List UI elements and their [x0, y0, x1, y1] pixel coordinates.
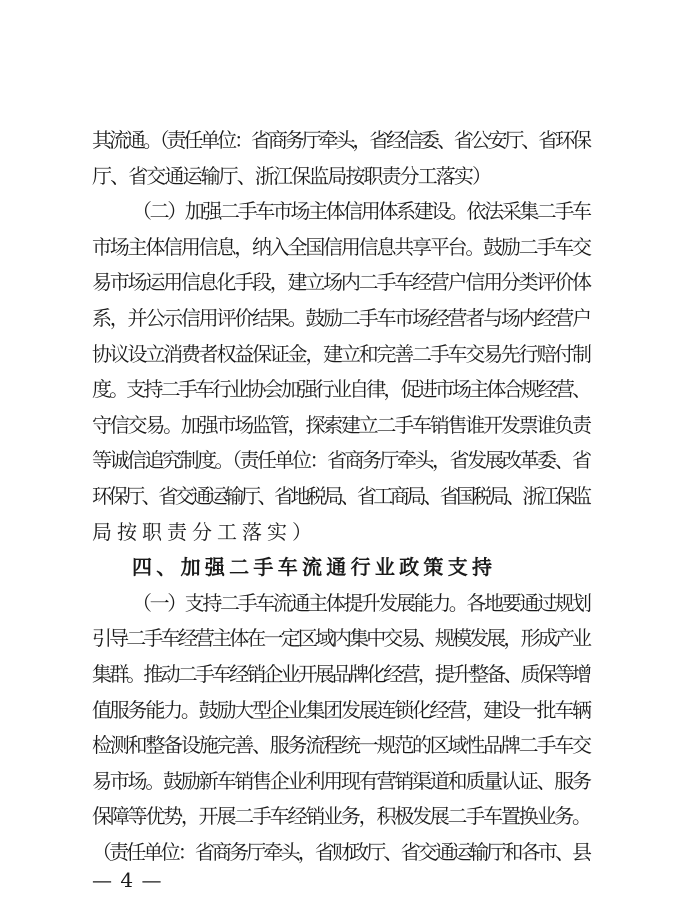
text-line [0, 834, 686, 870]
text-line-content: （一）支持二手车流通主体提升发展能力。各地要通过规划 [132, 590, 590, 615]
text-line [0, 442, 686, 478]
section-heading [0, 549, 686, 585]
text-line [0, 264, 686, 300]
text-line [0, 692, 686, 728]
text-line-content: 环保厅、省交通运输厅、省地税局、省工商局、省国税局、浙江保监 [92, 484, 589, 508]
text-line [0, 514, 686, 550]
text-line [0, 158, 686, 194]
text-line-content: 易市场运用信息化手段，建立场内二手车经营户信用分类评价体 [92, 270, 590, 295]
text-line [0, 763, 686, 799]
text-line-content: 守信交易。加强市场监管，探索建立二手车销售谁开发票谁负责 [92, 412, 590, 437]
text-line [0, 336, 686, 372]
text-line-content: 其流通。（责任单位：省商务厅牵头，省经信委、省公安厅、省环保 [92, 128, 589, 152]
text-line [0, 620, 686, 656]
text-line-content: （二）加强二手车市场主体信用体系建设。依法采集二手车 [132, 199, 590, 224]
text-line-content: 度。支持二手车行业协会加强行业自律，促进市场主体合规经营、 [92, 377, 590, 402]
text-line-content: 易市场。鼓励新车销售企业利用现有营销渠道和质量认证、服务 [92, 768, 590, 793]
text-line [0, 478, 686, 514]
text-line [0, 656, 686, 692]
text-line-content: 检测和整备设施完善、服务流程统一规范的区域性品牌二手车交 [92, 733, 590, 758]
text-line-content: 协议设立消费者权益保证金，建立和完善二手车交易先行赔付制 [92, 341, 590, 366]
text-line [0, 407, 686, 443]
text-line [0, 229, 686, 265]
text-line-content: 集群。推动二手车经销企业开展品牌化经营，提升整备、质保等增 [92, 662, 590, 686]
text-line [0, 585, 686, 621]
page-number: — 4 — [92, 868, 163, 892]
text-line [0, 122, 686, 158]
text-line-content: 局按职责分工落实） [92, 519, 317, 544]
text-line [0, 371, 686, 407]
text-line-content: 厅、省交通运输厅、浙江保监局按职责分工落实） [92, 163, 491, 188]
text-line [0, 727, 686, 763]
text-line [0, 798, 686, 834]
text-line [0, 193, 686, 229]
text-line-content: 引导二手车经营主体在一定区域内集中交易、规模发展，形成产业 [92, 626, 590, 651]
section-heading-text: 四、加强二手车流通行业政策支持 [132, 555, 497, 580]
text-line-content: 系，并公示信用评价结果。鼓励二手车市场经营者与场内经营户 [92, 306, 590, 330]
text-line-content: 保障等优势，开展二手车经销业务，积极发展二手车置换业务。 [92, 804, 590, 829]
text-line [0, 300, 686, 336]
text-line-content: 值服务能力。鼓励大型企业集团发展连锁化经营，建设一批车辆 [92, 697, 590, 722]
text-line-content: 等诚信追究制度。（责任单位：省商务厅牵头，省发展改革委、省 [92, 448, 590, 473]
text-line-content: 市场主体信用信息，纳入全国信用信息共享平台。鼓励二手车交 [92, 234, 590, 259]
text-line-content: （责任单位：省商务厅牵头，省财政厅、省交通运输厅和各市、县 [92, 840, 590, 864]
